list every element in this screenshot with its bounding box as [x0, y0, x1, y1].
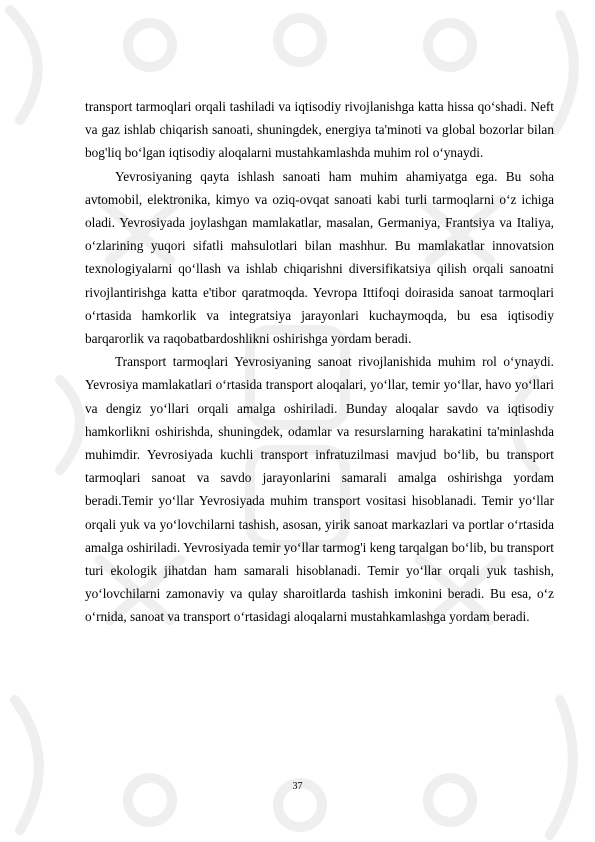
- paragraph-2: Yevrosiyaning qayta ishlash sanoati ham muhim ahamiyatga ega. Bu soha avtomobil, elektronika, kimyo va oziq-ovqat sanoati kabi turli tarmoqlarni o‘z ichiga oladi. Yevrosiyada joylashgan mamlakatlar, masalan, Germaniya, Frantsiya va Italiya, o‘zlarining yuqori sifatli mahsulotlari bilan mashhur. Bu mamlakatlar innovatsion texnologiyalarni qo‘llash va ishlab chiqarishni diversifikatsiya qilish orqali sanoatni rivojlantirishga katta e'tibor qaratmoqda. Yevropa Ittifoqi doirasida sanoat tarmoqlari o‘rtasida hamkorlik va integratsiya jarayonlari kuchaymoqda, bu esa iqtisodiy barqarorlik va raqobatbardoshlikni oshirishga yordam beradi.: [85, 168, 554, 347]
- paragraph-1: transport tarmoqlari orqali tashiladi va iqtisodiy rivojlanishga katta hissa qo‘shadi. Neft va gaz ishlab chiqarish sanoati, shuningdek, energiya ta'minoti va global bozorlar bilan bog'liq bo‘lgan iqtisodiy aloqalarni mustahkamlashda muhim rol o‘ynaydi.: [85, 99, 554, 161]
- page-number: 37: [292, 781, 303, 792]
- paragraph-3: Transport tarmoqlari Yevrosiyaning sanoat rivojlanishida muhim rol o‘ynaydi. Yevrosiya mamlakatlari o‘rtasida transport aloqalari, yo‘llar, temir yo‘llar, havo yo‘llari va dengiz yo‘llari orqali amalga oshiriladi. Bunday aloqalar savdo va iqtisodiy hamkorlikni oshirishda, shuningdek, odamlar va resurslarning harakatini ta'minlashda muhimdir. Yevrosiyada kuchli transport infratuzilmasi mavjud bo‘lib, bu transport tarmoqlari sanoat va savdo jarayonlarini samarali amalga oshirishga yordam beradi.Temir yo‘llar Yevrosiyada muhim transport vositasi hisoblanadi. Temir yo‘llar orqali yuk va yo‘lovchilarni tashish, asosan, yirik sanoat markazlari va portlar o‘rtasida amalga oshiriladi. Yevrosiyada temir yo‘llar tarmog'i keng tarqalgan bo‘lib, bu transport turi ekologik jihatdan ham samarali hisoblanadi. Temir yo‘llar orqali yuk tashish, yo‘lovchilarni zamonaviy va qulay sharoitlarda tashish imkonini beradi. Bu esa, o‘z o‘rnida, sanoat va transport o‘rtasidagi aloqalarni mustahkamlashga yordam beradi.: [85, 354, 554, 625]
- body-text: [85, 95, 554, 629]
